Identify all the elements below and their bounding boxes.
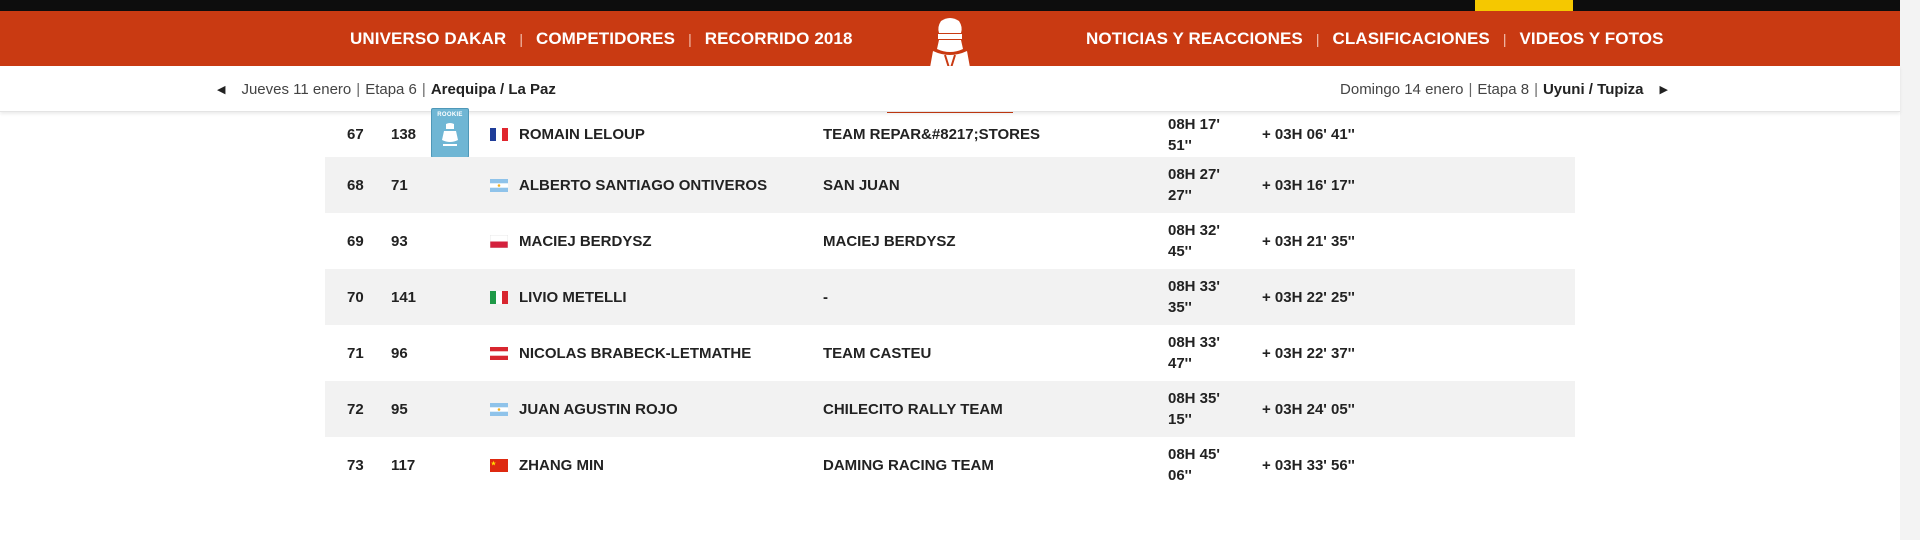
arrow-left-icon[interactable]: ◀ — [217, 83, 226, 96]
nav-separator: | — [1315, 30, 1320, 47]
bib-number: 93 — [391, 232, 408, 250]
flag-icon-pl — [490, 213, 508, 269]
stage-navigation — [0, 66, 1900, 112]
table-row[interactable] — [325, 213, 1575, 269]
prev-stage-number: Etapa 6 — [365, 80, 417, 98]
nav-competidores[interactable]: COMPETIDORES — [535, 28, 676, 48]
bib-number: 96 — [391, 344, 408, 362]
next-stage-link[interactable] — [1340, 66, 1668, 112]
flag-icon-ar — [490, 157, 508, 213]
team-name: - — [823, 288, 828, 306]
time-gap: + 03H 16' 17'' — [1262, 176, 1355, 194]
rookie-badge-label: ROOKIE — [437, 111, 463, 118]
results-table — [325, 112, 1575, 493]
scrollbar[interactable] — [1900, 0, 1920, 540]
time-gap: + 03H 22' 37'' — [1262, 344, 1355, 362]
driver-name[interactable]: NICOLAS BRABECK-LETMATHE — [519, 344, 752, 362]
time-gap: + 03H 21' 35'' — [1262, 232, 1355, 250]
bib-number: 138 — [391, 126, 417, 143]
time-gap: + 03H 22' 25'' — [1262, 288, 1355, 306]
next-stage-number: Etapa 8 — [1477, 80, 1530, 98]
prev-stage-link[interactable] — [217, 66, 556, 112]
stage-separator: | — [1468, 80, 1473, 98]
nav-left-group — [350, 11, 853, 66]
nav-recorrido[interactable]: RECORRIDO 2018 — [704, 28, 853, 48]
driver-name[interactable]: MACIEJ BERDYSZ — [519, 232, 652, 250]
table-row[interactable] — [325, 325, 1575, 381]
bib-number: 71 — [391, 176, 408, 194]
prev-stage-date: Jueves 11 enero — [241, 80, 352, 98]
driver-name[interactable]: ZHANG MIN — [519, 456, 604, 474]
time-gap: + 03H 06' 41'' — [1262, 126, 1355, 143]
stage-separator: | — [421, 80, 426, 98]
nav-noticias[interactable]: NOTICIAS Y REACCIONES — [1086, 28, 1303, 48]
bib-number: 95 — [391, 400, 408, 418]
position: 68 — [347, 176, 364, 194]
team-name: TEAM CASTEU — [823, 344, 932, 362]
position: 72 — [347, 400, 364, 418]
driver-name[interactable]: ROMAIN LELOUP — [519, 126, 645, 143]
stage-time: 08H 17' 51'' — [1168, 115, 1220, 154]
table-row[interactable] — [325, 157, 1575, 213]
top-strip — [0, 0, 1900, 11]
stage-separator: | — [1534, 80, 1538, 98]
stage-time: 08H 32' 45'' — [1168, 222, 1220, 260]
driver-name[interactable]: LIVIO METELLI — [519, 288, 627, 306]
table-row[interactable] — [325, 112, 1575, 157]
team-name: TEAM REPAR&#8217;STORES — [823, 126, 1041, 143]
stage-time: 08H 35' 15'' — [1168, 390, 1220, 428]
nav-universo-dakar[interactable]: UNIVERSO DAKAR — [350, 28, 507, 48]
nav-separator: | — [688, 30, 692, 47]
team-name: SAN JUAN — [823, 176, 900, 194]
bib-number: 117 — [391, 456, 416, 474]
flag-icon-cn — [490, 437, 508, 493]
time-gap: + 03H 24' 05'' — [1262, 400, 1355, 418]
stage-time: 08H 45' 06'' — [1168, 446, 1220, 484]
table-row[interactable] — [325, 269, 1575, 325]
position: 67 — [347, 126, 364, 143]
flag-icon-it — [490, 269, 508, 325]
team-name: MACIEJ BERDYSZ — [823, 232, 956, 250]
driver-name[interactable]: JUAN AGUSTIN ROJO — [519, 400, 678, 418]
arrow-right-icon[interactable]: ▶ — [1659, 83, 1668, 96]
flag-icon-at — [490, 325, 508, 381]
rookie-badge-icon — [431, 108, 469, 158]
flag-icon-ar — [490, 381, 508, 437]
stage-time: 08H 27' 27'' — [1168, 166, 1220, 204]
next-stage-date: Domingo 14 enero — [1340, 80, 1464, 98]
team-name: CHILECITO RALLY TEAM — [823, 400, 1003, 418]
time-gap: + 03H 33' 56'' — [1262, 456, 1355, 474]
next-stage-route: Uyuni / Tupiza — [1542, 80, 1644, 98]
position: 71 — [347, 344, 364, 362]
dakar-mini-icon — [440, 122, 460, 148]
bib-number: 141 — [391, 288, 417, 306]
nav-separator: | — [519, 30, 523, 47]
team-name: DAMING RACING TEAM — [823, 456, 994, 474]
position: 70 — [347, 288, 364, 306]
rookie-badge — [431, 112, 469, 157]
nav-clasificaciones[interactable]: CLASIFICACIONES — [1332, 28, 1490, 48]
stage-time: 08H 33' 47'' — [1168, 334, 1220, 372]
prev-stage-route: Arequipa / La Paz — [430, 80, 556, 98]
stage-separator: | — [356, 80, 361, 98]
stage-time: 08H 33' 35'' — [1168, 278, 1220, 316]
top-strip-accent — [1475, 0, 1573, 11]
position: 69 — [347, 232, 364, 250]
table-row[interactable] — [325, 437, 1575, 493]
nav-separator: | — [1502, 30, 1507, 47]
position: 73 — [347, 456, 364, 474]
nav-right-group — [1086, 11, 1664, 66]
nav-videos-fotos[interactable]: VIDEOS Y FOTOS — [1519, 28, 1664, 48]
driver-name[interactable]: ALBERTO SANTIAGO ONTIVEROS — [519, 176, 768, 194]
table-row[interactable] — [325, 381, 1575, 437]
flag-icon-fr — [490, 112, 508, 157]
